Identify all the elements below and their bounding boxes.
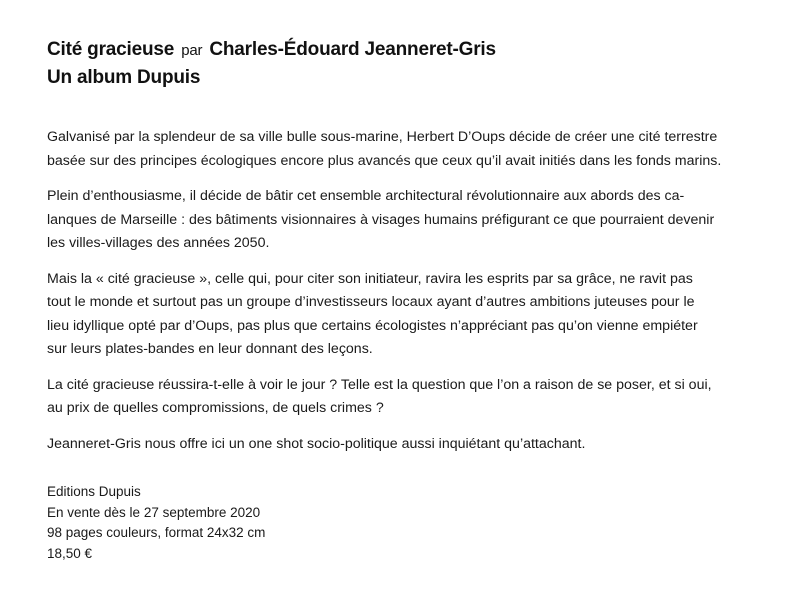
album-title: Cité gracieuse (47, 39, 175, 60)
paragraph-line: Jeanneret-Gris nous offre ici un one shot socio-politique aussi inquiétant qu’attachant. (47, 435, 586, 452)
paragraph (47, 433, 759, 457)
paragraph-line: au prix de quelles compromissions, de quels crimes ? (47, 400, 384, 416)
paragraph-line: basée sur des principes écologiques encore plus avancés que ceux qu’il avait initiés dans les fonds marins. (47, 152, 722, 169)
publication-info (47, 482, 447, 564)
publisher: Editions Dupuis (47, 484, 141, 499)
paragraph-line: Plein d’enthousiasme, il décide de bâtir cet ensemble architectural révolutionnaire aux abords des ca- (47, 188, 685, 204)
price: 18,50 € (47, 545, 93, 561)
paragraph (47, 185, 759, 256)
title-block (47, 36, 767, 91)
paragraph-line: les villes-villages des années 2050. (47, 235, 270, 251)
paragraph (47, 126, 759, 173)
author-name: Charles-Édouard Jeanneret-Gris (209, 39, 496, 60)
release-date: En vente dès le 27 septembre 2020 (47, 504, 261, 520)
paragraph-line: sur leurs plates-bandes en leur donnant des leçons. (47, 341, 373, 357)
paragraph-line: La cité gracieuse réussira-t-elle à voir le jour ? Telle est la question que l’on a raison de se poser, et si oui, (47, 376, 712, 393)
paragraph (47, 268, 759, 362)
paragraph-line: lieu idyllique opté par d’Oups, pas plus que certains écologistes n’appréciant pas qu’on vienne empiéter (47, 317, 698, 334)
paragraph-line: Galvanisé par la splendeur de sa ville bulle sous-marine, Herbert D’Oups décide de créer une cité terrestre (47, 129, 718, 145)
paragraph-line: lanques de Marseille : des bâtiments visionnaires à visages humains préfigurant ce que pourraient devenir (47, 211, 715, 228)
paragraph-line: tout le monde et surtout pas un groupe d’investisseurs locaux ayant d’autres ambitions juteuses pour le (47, 294, 695, 310)
paragraph (47, 374, 759, 421)
synopsis (47, 126, 759, 468)
subtitle: Un album Dupuis (47, 67, 201, 88)
book-format: 98 pages couleurs, format 24x32 cm (47, 525, 266, 540)
title-line (47, 36, 767, 64)
by-word: par (181, 42, 203, 59)
paragraph-line: Mais la « cité gracieuse », celle qui, pour citer son initiateur, ravira les esprits par sa grâce, ne ravit pas (47, 270, 693, 287)
